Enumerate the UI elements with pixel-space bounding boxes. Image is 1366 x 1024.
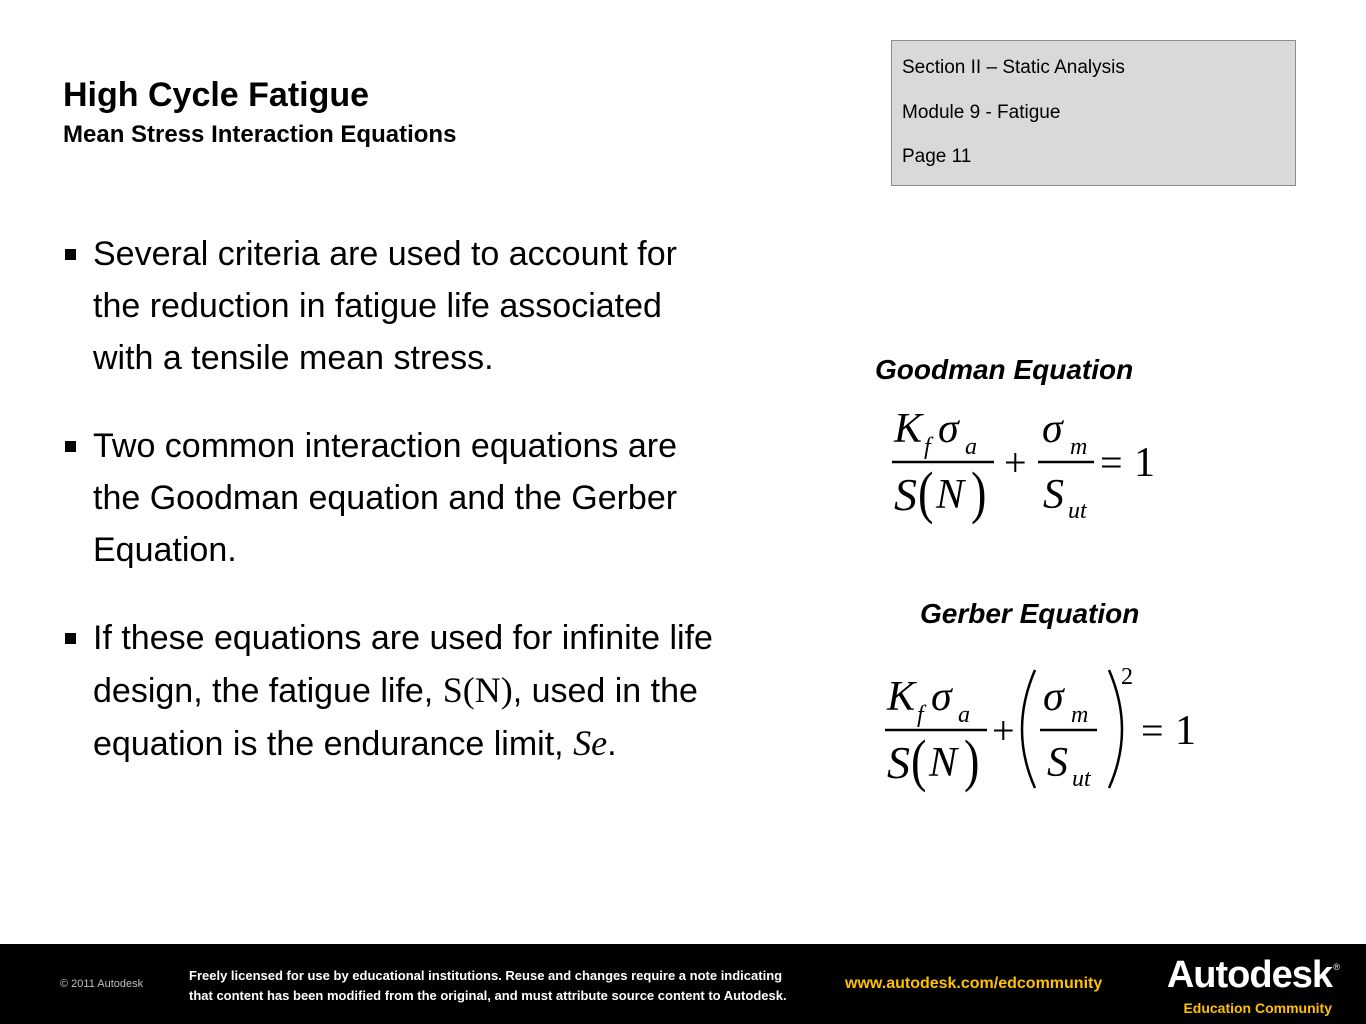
svg-text:σ: σ [938, 406, 959, 452]
goodman-equation [880, 400, 1180, 525]
bullet-square-icon [65, 249, 76, 260]
svg-text:a: a [958, 702, 970, 728]
svg-text:N: N [936, 472, 965, 518]
fatigue-life-symbol: S(N) [442, 670, 513, 710]
bullet-text: Several criteria are used to account for the reduction in fatigue life associated with a tensile mean stress. [93, 235, 677, 377]
svg-text:σ: σ [1042, 406, 1063, 452]
svg-text:): ) [964, 729, 980, 794]
autodesk-logo [1160, 952, 1340, 1020]
svg-text:ut: ut [1068, 498, 1087, 524]
svg-text:=: = [1100, 440, 1123, 485]
svg-text:S: S [1043, 472, 1064, 518]
svg-text:f: f [917, 702, 924, 728]
title-block [63, 74, 456, 150]
svg-text:=: = [1141, 708, 1164, 753]
bullet-item [63, 612, 728, 770]
section-info-box [891, 40, 1296, 186]
page-subtitle: Mean Stress Interaction Equations [63, 121, 457, 148]
gerber-equation-label: Gerber Equation [920, 598, 1140, 629]
endurance-limit-symbol: Se [573, 723, 608, 763]
svg-text:ut: ut [1072, 766, 1091, 792]
bullet-text: Two common interaction equations are the Goodman equation and the Gerber Equation. [93, 427, 678, 569]
goodman-equation-label: Goodman Equation [875, 354, 1134, 385]
svg-text:K: K [887, 674, 916, 720]
page-title: High Cycle Fatigue [63, 76, 370, 114]
svg-text:(: ( [918, 461, 934, 525]
svg-text:σ: σ [931, 674, 952, 720]
copyright-text: © 2011 Autodesk [60, 978, 144, 990]
svg-text:(: ( [911, 729, 927, 794]
bullet-text-post: . [607, 725, 617, 763]
svg-text:σ: σ [1043, 674, 1064, 720]
bullet-square-icon [65, 441, 76, 452]
bullet-text-mid: , used in the equation is the endurance limit, [93, 672, 698, 763]
page-number-label: Page 11 [902, 146, 972, 167]
module-label: Module 9 - Fatigue [902, 101, 1061, 123]
logo-wordmark: Autodesk [1166, 954, 1332, 996]
bullet-text-pre: If these equations are used for infinite life design, the fatigue life, [93, 619, 713, 710]
svg-text:m: m [1071, 702, 1089, 728]
license-line-1: Freely licensed for use by educational institutions. Reuse and changes require a note indicating [189, 968, 783, 983]
bullet-square-icon [65, 633, 76, 644]
svg-text:S: S [894, 469, 917, 520]
edcommunity-link[interactable]: www.autodesk.com/edcommunity [845, 975, 1103, 992]
svg-text:+: + [992, 708, 1015, 753]
svg-text:K: K [894, 406, 923, 452]
license-text [189, 966, 787, 1006]
svg-text:N: N [929, 740, 958, 786]
logo-subtitle: Education Community [1183, 1000, 1332, 1016]
svg-text:S: S [1047, 740, 1068, 786]
svg-text:a: a [965, 434, 977, 460]
svg-text:S: S [887, 737, 910, 788]
bullet-item [63, 228, 728, 384]
svg-text:): ) [971, 461, 987, 525]
svg-text:f: f [924, 434, 931, 460]
section-label: Section II – Static Analysis [902, 57, 1125, 78]
footer-bar [0, 944, 1366, 1024]
license-line-2: that content has been modified from the original, and must attribute source content to Autodesk. [189, 988, 787, 1003]
logo-registered-mark: ® [1333, 962, 1340, 972]
svg-text:2: 2 [1121, 664, 1133, 690]
svg-text:+: + [1004, 440, 1027, 485]
bullet-list [63, 228, 728, 806]
svg-text:m: m [1070, 434, 1088, 460]
bullet-item [63, 420, 728, 576]
svg-text:1: 1 [1134, 440, 1155, 486]
gerber-equation [875, 660, 1215, 800]
svg-text:1: 1 [1175, 708, 1196, 754]
